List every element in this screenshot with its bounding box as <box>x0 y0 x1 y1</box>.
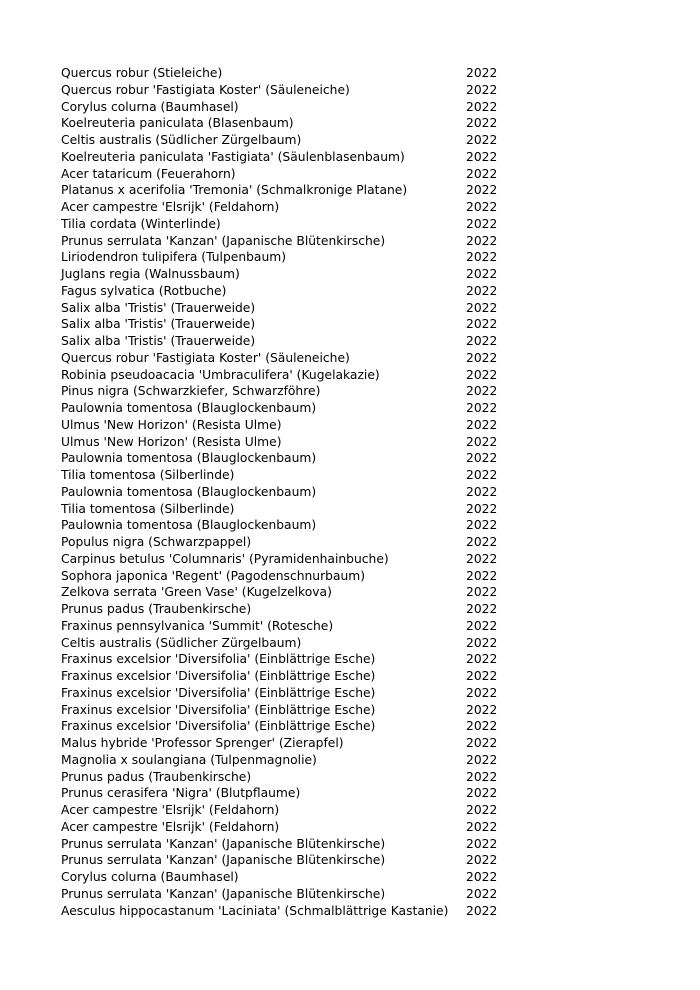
planting-year: 2022 <box>466 484 498 499</box>
planting-year: 2022 <box>466 719 498 734</box>
tree-species-name: Paulownia tomentosa (Blauglockenbaum) <box>61 401 317 415</box>
tree-row <box>61 450 521 467</box>
planting-year: 2022 <box>466 451 498 466</box>
tree-row <box>61 166 521 183</box>
planting-year: 2022 <box>466 585 498 600</box>
tree-row <box>61 836 521 853</box>
tree-row <box>61 869 521 886</box>
tree-species-name: Ulmus 'New Horizon' (Resista Ulme) <box>61 434 282 449</box>
tree-species-name: Acer campestre 'Elsrijk' (Feldahorn) <box>61 803 280 817</box>
planting-year: 2022 <box>466 66 498 80</box>
tree-row <box>61 82 521 99</box>
planting-year: 2022 <box>466 769 498 784</box>
planting-year: 2022 <box>466 886 498 901</box>
tree-row <box>61 534 521 551</box>
planting-year: 2022 <box>466 82 498 97</box>
tree-species-name: Populus nigra (Schwarzpappel) <box>61 535 252 549</box>
tree-species-name: Magnolia x soulangiana (Tulpenmagnolie) <box>61 752 317 767</box>
planting-year: 2022 <box>466 736 498 750</box>
tree-species-name: Prunus serrulata 'Kanzan' (Japanische Blütenkirsche) <box>61 233 386 248</box>
tree-species-name: Quercus robur 'Fastigiata Koster' (Säuleneiche) <box>61 82 350 97</box>
tree-species-name: Malus hybride 'Professor Sprenger' (Zierapfel) <box>61 736 344 750</box>
planting-year: 2022 <box>466 803 498 817</box>
tree-row <box>61 501 521 518</box>
planting-year: 2022 <box>466 216 498 231</box>
tree-row <box>61 618 521 635</box>
tree-species-name: Tilia tomentosa (Silberlinde) <box>61 501 235 516</box>
tree-species-name: Acer campestre 'Elsrijk' (Feldahorn) <box>61 819 280 834</box>
tree-row <box>61 383 521 400</box>
tree-row <box>61 65 521 82</box>
planting-year: 2022 <box>466 401 498 415</box>
tree-row <box>61 551 521 568</box>
planting-year: 2022 <box>466 267 498 281</box>
tree-row <box>61 333 521 350</box>
planting-year: 2022 <box>466 233 498 248</box>
tree-row <box>61 216 521 233</box>
tree-species-name: Sophora japonica 'Regent' (Pagodenschnurbaum) <box>61 568 366 583</box>
tree-row <box>61 132 521 149</box>
tree-species-name: Fagus sylvatica (Rotbuche) <box>61 283 227 298</box>
planting-year: 2022 <box>466 334 498 348</box>
tree-row <box>61 484 521 501</box>
tree-row <box>61 300 521 317</box>
planting-year: 2022 <box>466 819 498 834</box>
planting-year: 2022 <box>466 434 498 449</box>
planting-year: 2022 <box>466 903 498 918</box>
tree-row <box>61 149 521 166</box>
tree-species-name: Zelkova serrata 'Green Vase' (Kugelzelkova) <box>61 585 332 600</box>
tree-row <box>61 568 521 585</box>
tree-species-name: Celtis australis (Südlicher Zürgelbaum) <box>61 635 302 650</box>
tree-species-name: Liriodendron tulipifera (Tulpenbaum) <box>61 250 287 265</box>
planting-year: 2022 <box>466 283 498 298</box>
tree-species-name: Prunus serrulata 'Kanzan' (Japanische Blütenkirsche) <box>61 836 386 851</box>
tree-row <box>61 182 521 199</box>
tree-species-name: Platanus x acerifolia 'Tremonia' (Schmalkronige Platane) <box>61 183 408 198</box>
tree-species-name: Salix alba 'Tristis' (Trauerweide) <box>61 300 256 315</box>
tree-row <box>61 886 521 903</box>
tree-row <box>61 316 521 333</box>
planting-year: 2022 <box>466 149 498 164</box>
tree-species-name: Paulownia tomentosa (Blauglockenbaum) <box>61 451 317 466</box>
planting-year: 2022 <box>466 685 498 700</box>
planting-year: 2022 <box>466 702 498 717</box>
tree-row <box>61 735 521 752</box>
tree-row <box>61 199 521 216</box>
tree-species-name: Paulownia tomentosa (Blauglockenbaum) <box>61 484 317 499</box>
tree-species-name: Corylus colurna (Baumhasel) <box>61 99 239 114</box>
planting-year: 2022 <box>466 635 498 650</box>
tree-row <box>61 249 521 266</box>
tree-species-name: Acer campestre 'Elsrijk' (Feldahorn) <box>61 200 280 214</box>
tree-species-name: Quercus robur (Stieleiche) <box>61 66 223 80</box>
planting-year: 2022 <box>466 652 498 667</box>
planting-year: 2022 <box>466 317 498 332</box>
planting-year: 2022 <box>466 602 498 616</box>
tree-species-name: Fraxinus excelsior 'Diversifolia' (Einblättrige Esche) <box>61 652 376 667</box>
tree-row <box>61 400 521 417</box>
planting-year: 2022 <box>466 618 498 633</box>
planting-year: 2022 <box>466 384 498 399</box>
tree-row <box>61 467 521 484</box>
tree-species-name: Pinus nigra (Schwarzkiefer, Schwarzföhre) <box>61 384 321 399</box>
tree-row <box>61 417 521 434</box>
tree-row <box>61 785 521 802</box>
tree-row <box>61 718 521 735</box>
tree-row <box>61 584 521 601</box>
planting-year: 2022 <box>466 183 498 198</box>
planting-year: 2022 <box>466 99 498 114</box>
tree-species-name: Aesculus hippocastanum 'Laciniata' (Schmalblättrige Kastanie) <box>61 903 449 918</box>
tree-row <box>61 903 521 920</box>
tree-species-name: Koelreuteria paniculata 'Fastigiata' (Säulenblasenbaum) <box>61 149 405 164</box>
tree-row <box>61 99 521 116</box>
planting-year: 2022 <box>466 200 498 214</box>
tree-row <box>61 685 521 702</box>
tree-species-name: Fraxinus pennsylvanica 'Summit' (Rotesche) <box>61 618 334 633</box>
planting-year: 2022 <box>466 568 498 583</box>
tree-species-name: Paulownia tomentosa (Blauglockenbaum) <box>61 518 317 533</box>
planting-year: 2022 <box>466 836 498 851</box>
tree-species-name: Prunus serrulata 'Kanzan' (Japanische Blütenkirsche) <box>61 853 386 868</box>
tree-species-name: Prunus padus (Traubenkirsche) <box>61 602 252 616</box>
tree-species-name: Fraxinus excelsior 'Diversifolia' (Einblättrige Esche) <box>61 669 376 683</box>
tree-species-name: Prunus cerasifera 'Nigra' (Blutpflaume) <box>61 786 301 801</box>
tree-row <box>61 702 521 719</box>
tree-row <box>61 233 521 250</box>
planting-year: 2022 <box>466 350 498 365</box>
planting-year: 2022 <box>466 786 498 801</box>
tree-row <box>61 115 521 132</box>
tree-row <box>61 434 521 451</box>
tree-species-name: Carpinus betulus 'Columnaris' (Pyramidenhainbuche) <box>61 551 389 566</box>
tree-species-name: Celtis australis (Südlicher Zürgelbaum) <box>61 133 302 147</box>
planting-year: 2022 <box>466 116 498 131</box>
planting-year: 2022 <box>466 468 498 482</box>
tree-species-name: Salix alba 'Tristis' (Trauerweide) <box>61 317 256 332</box>
planting-year: 2022 <box>466 300 498 315</box>
planting-year: 2022 <box>466 669 498 683</box>
tree-row <box>61 852 521 869</box>
planting-year: 2022 <box>466 853 498 868</box>
tree-species-name: Quercus robur 'Fastigiata Koster' (Säuleneiche) <box>61 350 350 365</box>
tree-list <box>61 65 521 919</box>
tree-row <box>61 350 521 367</box>
tree-row <box>61 601 521 618</box>
tree-row <box>61 367 521 384</box>
planting-year: 2022 <box>466 133 498 147</box>
tree-row <box>61 668 521 685</box>
planting-year: 2022 <box>466 535 498 549</box>
planting-year: 2022 <box>466 870 498 884</box>
planting-year: 2022 <box>466 752 498 767</box>
planting-year: 2022 <box>466 367 498 382</box>
tree-species-name: Fraxinus excelsior 'Diversifolia' (Einblättrige Esche) <box>61 685 376 700</box>
planting-year: 2022 <box>466 417 498 432</box>
tree-species-name: Prunus padus (Traubenkirsche) <box>61 769 252 784</box>
tree-species-name: Corylus colurna (Baumhasel) <box>61 870 239 884</box>
tree-species-name: Fraxinus excelsior 'Diversifolia' (Einblättrige Esche) <box>61 719 376 734</box>
tree-species-name: Juglans regia (Walnussbaum) <box>61 267 240 281</box>
tree-row <box>61 802 521 819</box>
tree-species-name: Tilia tomentosa (Silberlinde) <box>61 468 235 482</box>
tree-species-name: Fraxinus excelsior 'Diversifolia' (Einblättrige Esche) <box>61 702 376 717</box>
tree-row <box>61 635 521 652</box>
tree-species-name: Robinia pseudoacacia 'Umbraculifera' (Kugelakazie) <box>61 367 380 382</box>
planting-year: 2022 <box>466 551 498 566</box>
tree-species-name: Salix alba 'Tristis' (Trauerweide) <box>61 334 256 348</box>
tree-row <box>61 651 521 668</box>
tree-row <box>61 517 521 534</box>
tree-row <box>61 819 521 836</box>
tree-row <box>61 266 521 283</box>
tree-species-name: Prunus serrulata 'Kanzan' (Japanische Blütenkirsche) <box>61 886 386 901</box>
tree-row <box>61 769 521 786</box>
tree-row <box>61 752 521 769</box>
planting-year: 2022 <box>466 518 498 533</box>
tree-species-name: Acer tataricum (Feuerahorn) <box>61 166 236 181</box>
tree-species-name: Koelreuteria paniculata (Blasenbaum) <box>61 116 294 131</box>
tree-row <box>61 283 521 300</box>
tree-species-name: Ulmus 'New Horizon' (Resista Ulme) <box>61 417 282 432</box>
tree-species-name: Tilia cordata (Winterlinde) <box>61 216 221 231</box>
planting-year: 2022 <box>466 250 498 265</box>
planting-year: 2022 <box>466 166 498 181</box>
planting-year: 2022 <box>466 501 498 516</box>
